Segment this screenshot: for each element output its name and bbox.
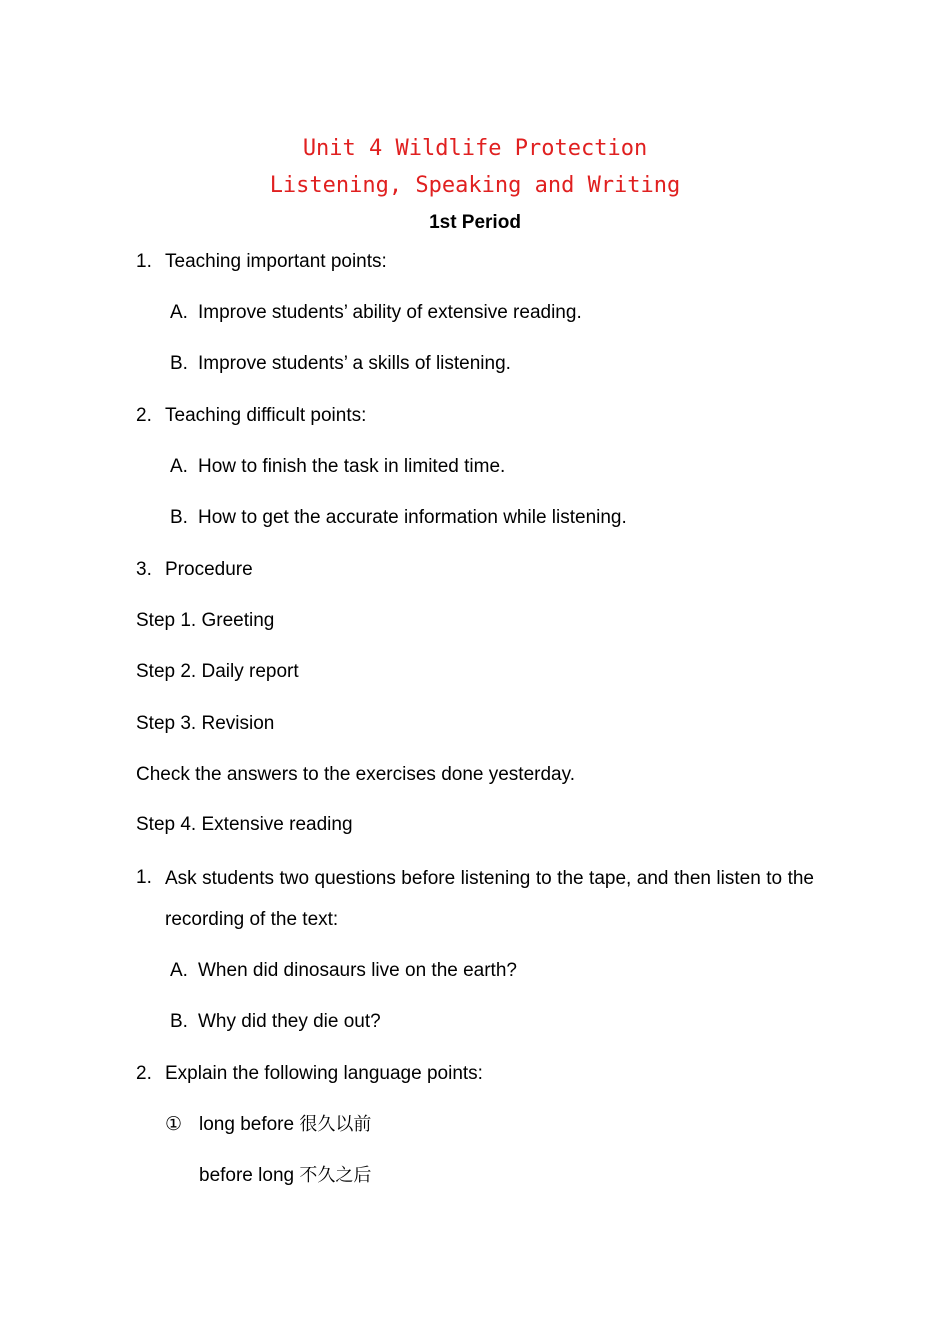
list-item-letter: A.	[170, 302, 188, 323]
list-item-text: Improve students’ a skills of listening.	[198, 353, 511, 374]
list-item-letter: B.	[170, 507, 188, 528]
list-item-letter: A.	[170, 456, 188, 477]
list-item-text: How to get the accurate information while listening.	[198, 507, 627, 528]
section-number: 1.	[136, 251, 152, 272]
list-item-letter: A.	[170, 960, 188, 981]
list-item-number: 1.	[136, 867, 152, 888]
language-point	[199, 1113, 371, 1137]
circled-marker: ①	[165, 1114, 183, 1135]
chinese-translation: 不久之后	[299, 1165, 372, 1186]
step-heading: Step 1. Greeting	[136, 610, 275, 631]
section-heading: Procedure	[165, 559, 253, 580]
english-phrase: long before	[199, 1114, 295, 1135]
list-item-text: How to finish the task in limited time.	[198, 456, 506, 477]
section-number: 3.	[136, 559, 152, 580]
chinese-translation: 很久以前	[299, 1114, 372, 1135]
question-text: When did dinosaurs live on the earth?	[198, 960, 517, 981]
reading-instruction: Ask students two questions before listening to the tape, and then listen to the recording of the text:	[165, 868, 814, 930]
english-phrase: before long	[199, 1165, 295, 1186]
section-number: 2.	[136, 405, 152, 426]
list-item-number: 2.	[136, 1063, 152, 1084]
question-text: Why did they die out?	[198, 1011, 381, 1032]
revision-note: Check the answers to the exercises done yesterday.	[136, 764, 575, 785]
section-heading: Teaching difficult points:	[165, 405, 367, 426]
period-label: 1st Period	[429, 212, 521, 233]
section-heading: Teaching important points:	[165, 251, 387, 272]
list-item-letter: B.	[170, 1011, 188, 1032]
step-heading: Step 4. Extensive reading	[136, 814, 353, 835]
step-heading: Step 2. Daily report	[136, 661, 299, 682]
language-point	[199, 1164, 371, 1188]
document-title: Unit 4 Wildlife Protection	[302, 136, 648, 161]
reading-instruction: Explain the following language points:	[165, 1063, 483, 1084]
list-item-letter: B.	[170, 353, 188, 374]
list-item-text: Improve students’ ability of extensive reading.	[198, 302, 582, 323]
document-subtitle: Listening, Speaking and Writing	[269, 173, 681, 198]
step-heading: Step 3. Revision	[136, 713, 275, 734]
